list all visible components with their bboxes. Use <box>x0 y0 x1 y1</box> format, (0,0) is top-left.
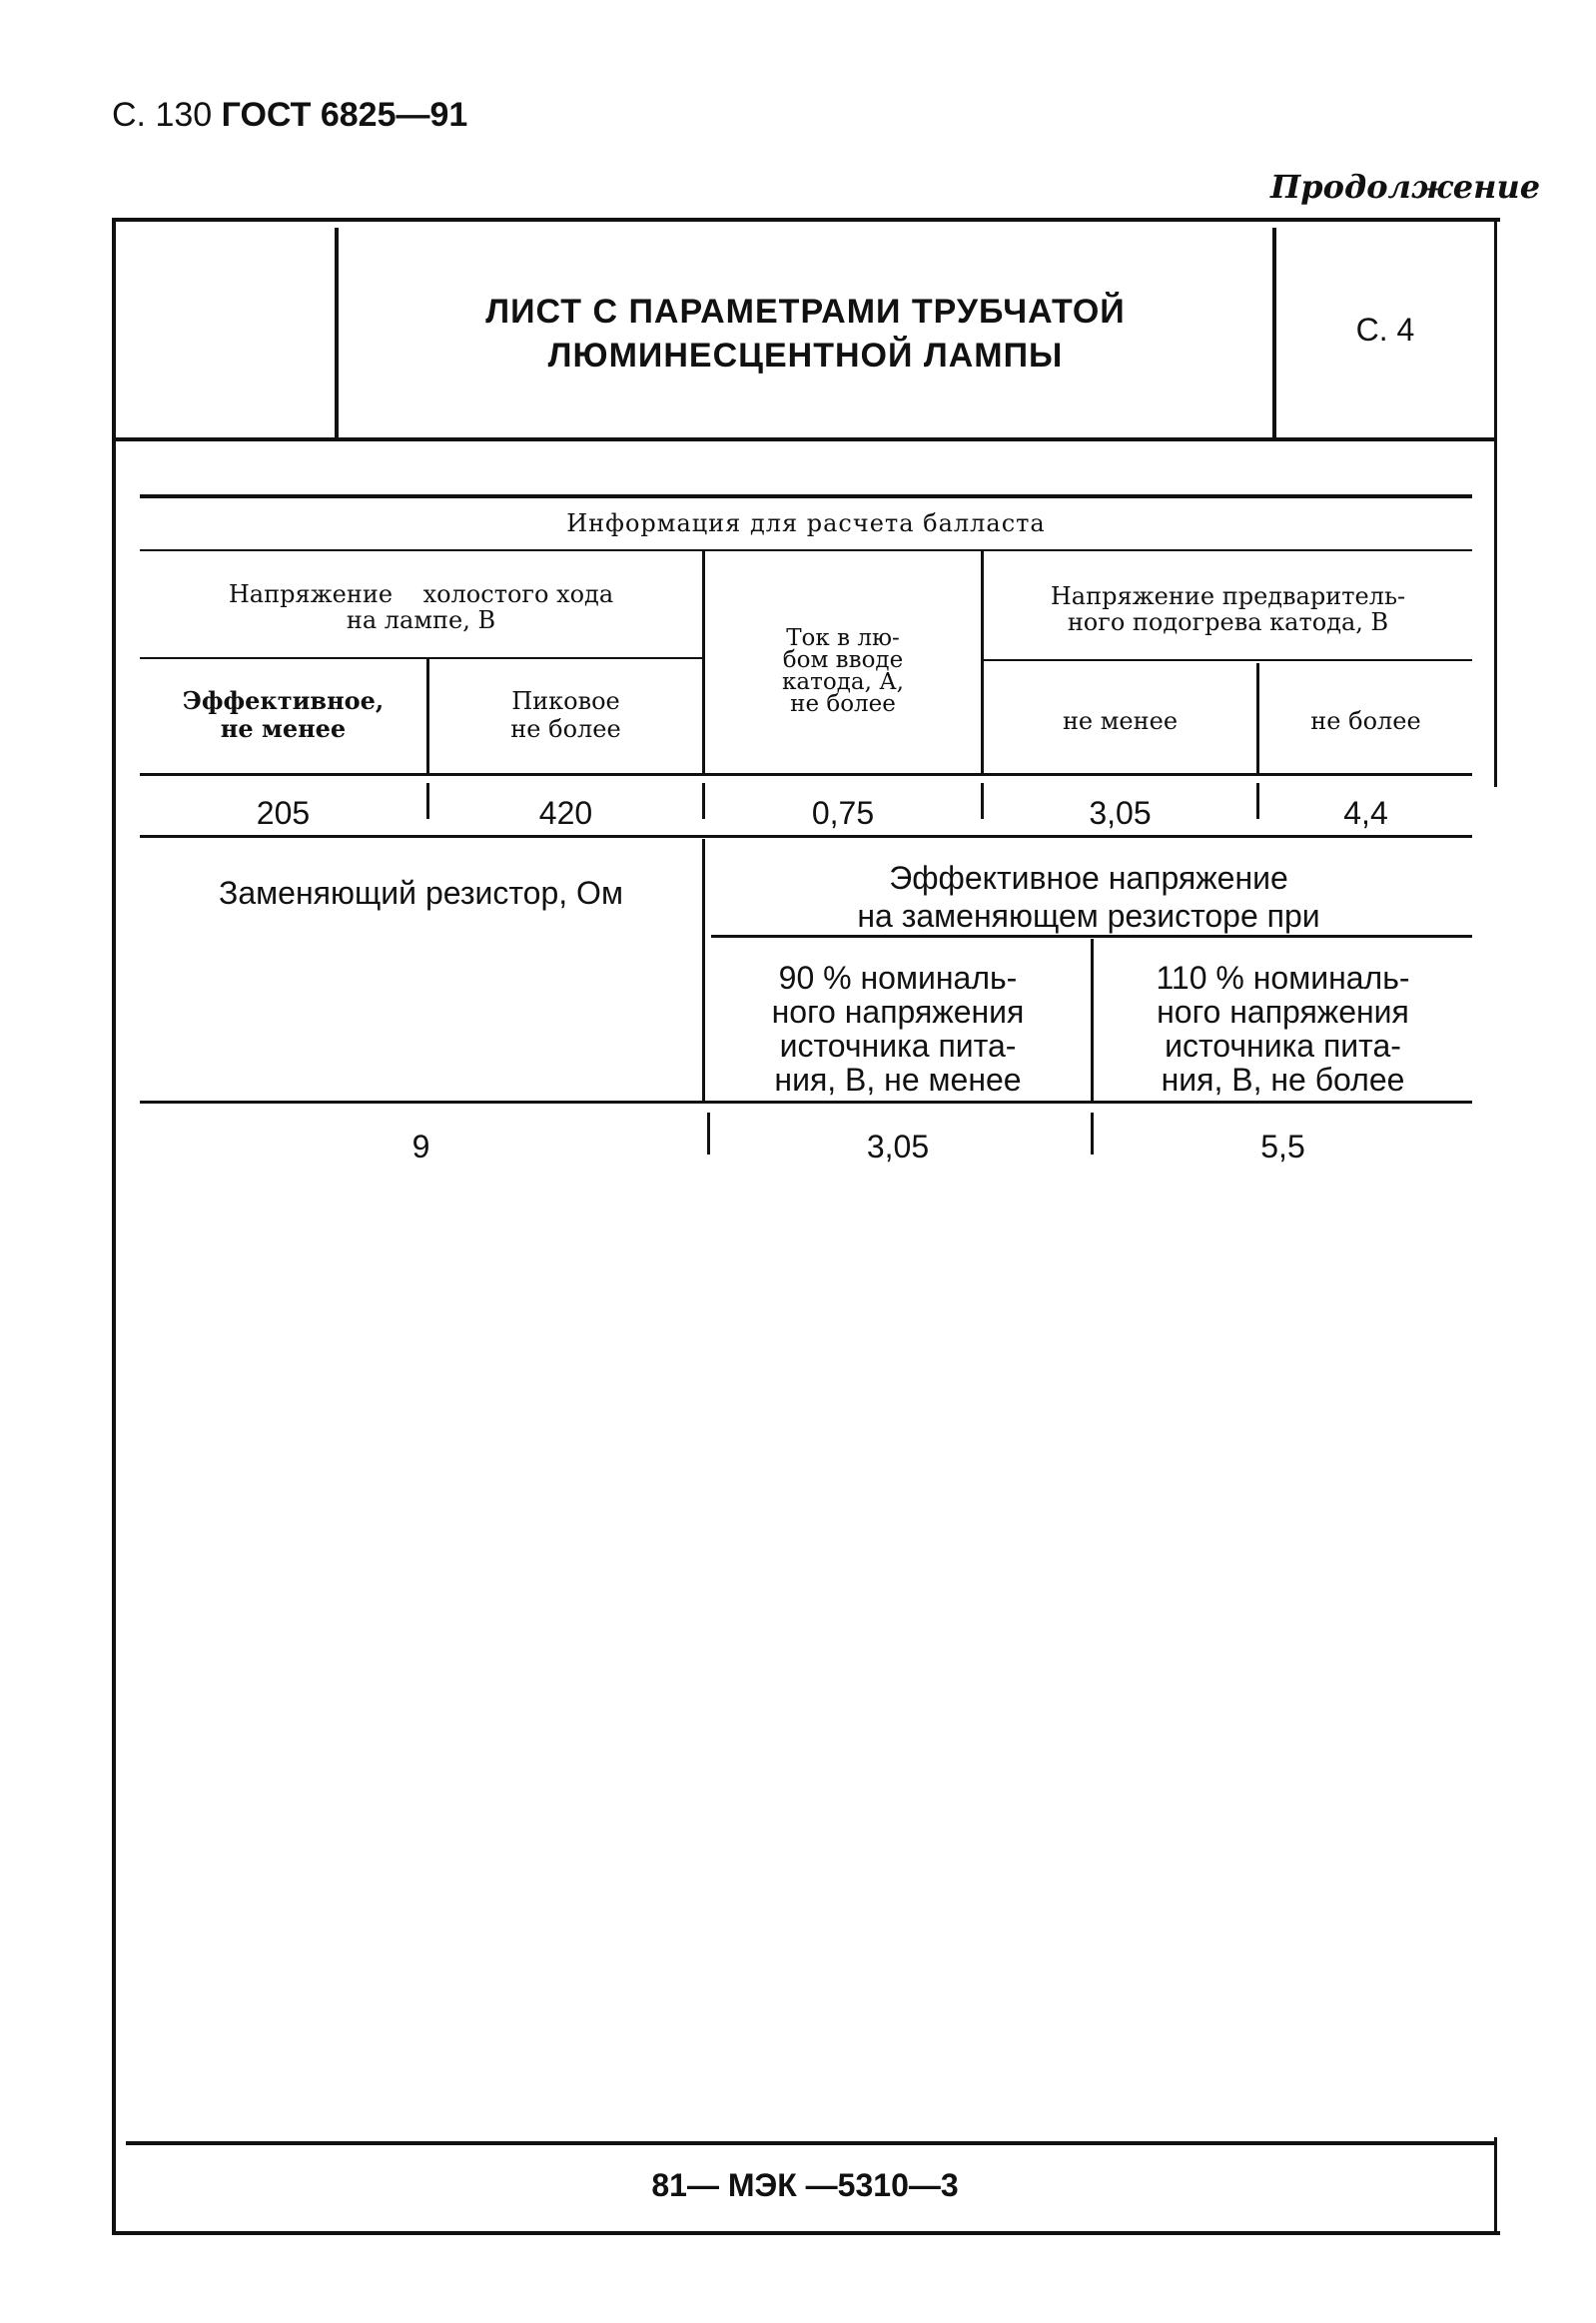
resistor-voltage-line-2: на заменяющем резисторе при <box>857 898 1320 934</box>
resistor-label: Заменяющий резистор, Ом <box>219 875 623 911</box>
value-110-percent: 5,5 <box>1260 1129 1305 1164</box>
col90-line-3: источника пита- <box>779 1028 1017 1064</box>
col90-line-1: 90 % номиналь- <box>778 960 1018 996</box>
value-resistor: 9 <box>411 1129 430 1164</box>
cathode-current-line-2: бом вводе <box>782 647 904 673</box>
col110-line-3: источника пита- <box>1165 1028 1401 1064</box>
peak-voltage-line-2: не более <box>510 715 621 743</box>
value-90-percent: 3,05 <box>866 1129 930 1164</box>
col110-line-4: ния, В, не более <box>1161 1062 1405 1098</box>
col90-line-4: ния, В, не менее <box>774 1062 1022 1098</box>
resistor-110-percent-header <box>1094 961 1472 1097</box>
resistor-values-top-line <box>140 1101 1472 1104</box>
ballast-table-top-line <box>140 494 1472 498</box>
cathode-current-line-4: не более <box>790 691 896 717</box>
peak-voltage-header <box>429 687 702 743</box>
value-peak-voltage: 420 <box>538 795 593 831</box>
value-effective-voltage: 205 <box>256 795 311 831</box>
title-block-bottom-line <box>116 437 1497 441</box>
sheet-title-line-2: ЛЮМИНЕСЦЕНТНОЙ ЛАМПЫ <box>547 337 1064 375</box>
standard-designation: ГОСТ 6825—91 <box>221 96 468 134</box>
ballast-subheader-line-right <box>984 659 1472 661</box>
resistor-voltage-header <box>705 859 1472 935</box>
ballast-table-caption: Информация для расчета балласта <box>566 509 1046 537</box>
footer-top-line <box>126 2141 1494 2145</box>
frame-top-line <box>112 218 1500 222</box>
sheet-title <box>339 290 1272 378</box>
page-reference <box>112 96 467 135</box>
effective-voltage-line-1: Эффективное, <box>182 686 385 715</box>
effective-voltage-line-2: не менее <box>220 714 347 743</box>
frame-left-line <box>112 218 116 2235</box>
resistor-subheader-line <box>711 935 1472 938</box>
ballast-values-top-line <box>140 773 1472 776</box>
frame-right-line <box>1494 218 1497 787</box>
col110-line-2: ного напряжения <box>1157 994 1409 1030</box>
continuation-label: Продолжение <box>1270 168 1541 206</box>
value-preheat-max: 4,4 <box>1343 795 1388 831</box>
resistor-90-percent-header <box>705 961 1091 1097</box>
preheat-voltage-header <box>984 583 1472 635</box>
ballast-caption-line <box>140 549 1472 551</box>
ballast-subheader-line-left <box>140 657 702 659</box>
preheat-voltage-line-2: ного подогрева катода, В <box>1067 608 1389 636</box>
preheat-voltage-line-1: Напряжение предваритель- <box>1050 582 1406 610</box>
sheet-number: С. 4 <box>1355 312 1415 348</box>
preheat-min-header: не менее <box>1062 707 1179 735</box>
value-preheat-min: 3,05 <box>1089 795 1152 831</box>
open-circuit-voltage-line-1: Напряжение холостого хода <box>228 580 614 608</box>
cathode-current-line-3: катода, А, <box>782 669 904 695</box>
resistor-voltage-line-1: Эффективное напряжение <box>889 860 1288 896</box>
value-cathode-current: 0,75 <box>811 795 875 831</box>
frame-right-line-lower <box>1494 2137 1497 2235</box>
cathode-current-header <box>705 627 981 715</box>
open-circuit-voltage-header <box>140 581 702 633</box>
ballast-table-bottom-line <box>140 835 1472 838</box>
frame-bottom-line <box>112 2231 1500 2235</box>
preheat-max-header: не более <box>1310 707 1421 735</box>
effective-voltage-header <box>140 687 426 743</box>
footer-code: 81— МЭК —5310—3 <box>651 2167 959 2203</box>
col90-line-2: ного напряжения <box>771 994 1025 1030</box>
page-number: С. 130 <box>112 96 213 134</box>
sheet-title-line-1: ЛИСТ С ПАРАМЕТРАМИ ТРУБЧАТОЙ <box>485 293 1126 331</box>
cathode-current-line-1: Ток в лю- <box>786 625 900 651</box>
col110-line-1: 110 % номиналь- <box>1156 960 1410 996</box>
open-circuit-voltage-line-2: на лампе, В <box>346 606 496 634</box>
peak-voltage-line-1: Пиковое <box>511 687 620 715</box>
